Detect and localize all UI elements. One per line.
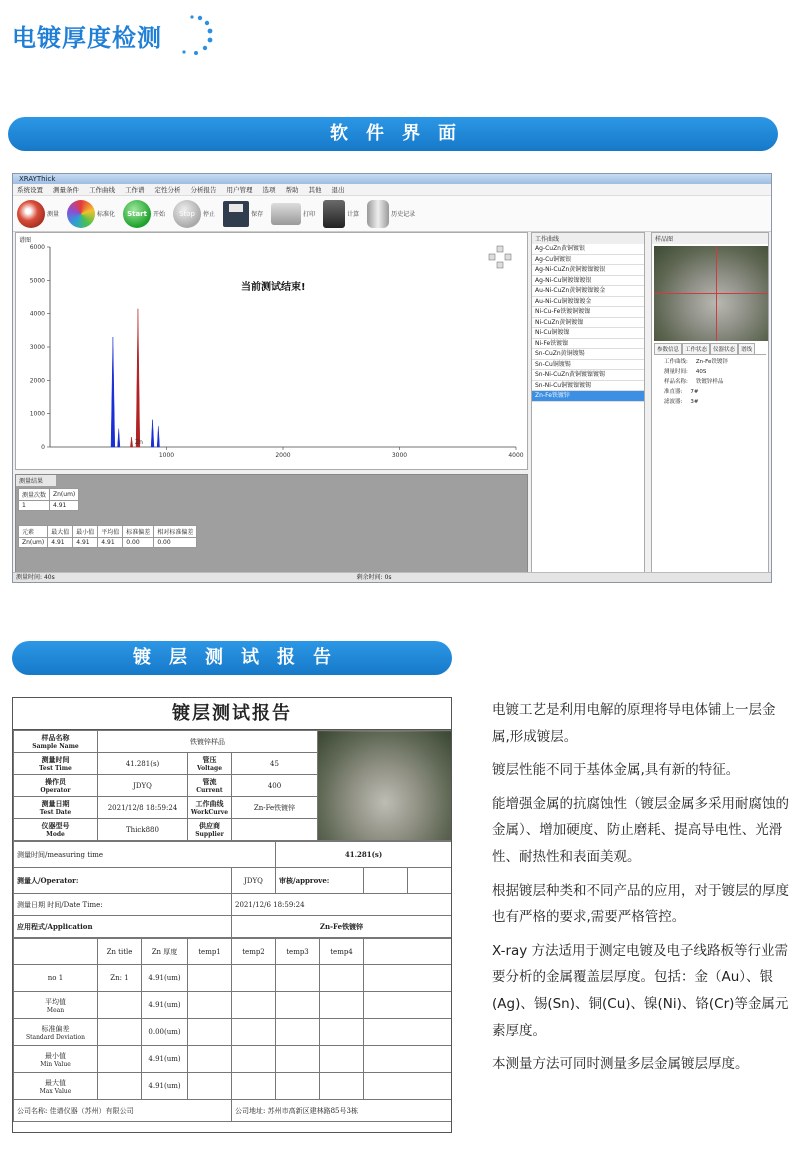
report-title: 镀层测试报告 xyxy=(13,698,451,730)
print-button[interactable]: 打印 xyxy=(271,203,315,225)
section-banner-software: 软 件 界 面 xyxy=(8,117,778,151)
table-cell: 0.00 xyxy=(154,538,197,548)
info-key: 滤波器: xyxy=(664,399,683,405)
date-row-label: 测量日期 时间/Date Time: xyxy=(14,894,232,916)
menu-item[interactable]: 帮助 xyxy=(285,186,299,194)
table-cell: Zn(um) xyxy=(19,538,48,548)
date-row-value: 2021/12/6 18:59:24 xyxy=(232,894,452,916)
standardize-icon xyxy=(67,200,95,228)
description-paragraph: 镀层性能不同于基体金属,具有新的特征。 xyxy=(492,762,740,779)
voltage-label: 管压 Voltage xyxy=(188,753,232,775)
row-label: 最大值 Max Value xyxy=(14,1073,98,1100)
curve-list xyxy=(532,244,644,402)
result-table-2 xyxy=(18,525,197,548)
menu-bar xyxy=(13,184,771,196)
sample-name-value: 铁镀锌样品 xyxy=(98,731,318,753)
approve-label: 审核/approve: xyxy=(276,868,364,894)
row-label: 平均值 Mean xyxy=(14,992,98,1019)
col-header: temp1 xyxy=(188,939,232,965)
col-header: Zn 厚度 xyxy=(142,939,188,965)
info-value: 铁镀锌样品 xyxy=(695,379,724,385)
status-bar xyxy=(13,572,771,582)
table-cell: 4.91 xyxy=(98,538,123,548)
result-table-1 xyxy=(18,488,79,511)
y-tick-label: 2000 xyxy=(29,377,45,385)
measuring-time-value: 41.281(s) xyxy=(276,842,452,868)
section-banner-report: 镀 层 测 试 报 告 xyxy=(12,641,452,675)
curve-list-item[interactable]: Ni-Cu铜镀镍 xyxy=(532,328,644,339)
curve-list-item[interactable]: Ag-Ni-Cu铜镀镍镀银 xyxy=(532,276,644,287)
info-key: 样品名称: xyxy=(664,379,688,385)
curve-list-item[interactable]: Ag-CuZn黄铜镀银 xyxy=(532,244,644,255)
spectrum-peak xyxy=(130,437,132,447)
description-paragraph: 能增强金属的抗腐蚀性（镀层金属多采用耐腐蚀的金属）、增加硬度、防止磨耗、提高导电性、光滑性、耐热性和表面美观。 xyxy=(492,795,789,865)
spectrum-panel xyxy=(15,232,528,470)
description-paragraph: 本测量方法可同时测量多层金属镀层厚度。 xyxy=(492,1056,749,1073)
curve-list-item[interactable]: Sn-Ni-CuZn黄铜镀镍镀锡 xyxy=(532,370,644,381)
workcurve-value: Zn-Fe铁镀锌 xyxy=(232,797,318,819)
measure-icon xyxy=(17,200,45,228)
table-row xyxy=(14,992,452,1019)
software-window xyxy=(12,173,772,583)
table-header: 测量次数 xyxy=(19,489,50,501)
report-header-table xyxy=(13,730,452,841)
y-tick-label: 6000 xyxy=(29,244,45,251)
table-cell: 1 xyxy=(19,501,50,511)
info-value: 3# xyxy=(690,399,699,405)
info-row xyxy=(652,387,768,397)
row-title xyxy=(98,1046,142,1073)
row-label: no 1 xyxy=(14,965,98,992)
table-cell: 4.91 xyxy=(50,501,79,511)
table-cell: 4.91 xyxy=(48,538,73,548)
loading-dots-icon xyxy=(170,12,216,58)
standardize-button[interactable]: 标准化 xyxy=(67,200,115,228)
curve-list-item[interactable]: Zn-Fe铁镀锌 xyxy=(532,391,644,402)
x-tick-label: 4000 xyxy=(508,452,524,459)
table-cell: 4.91 xyxy=(73,538,98,548)
curve-list-item[interactable]: Sn-Ni-Cu铜镀镍镀锡 xyxy=(532,381,644,392)
stop-icon: Stop xyxy=(173,200,201,228)
status-time-value: 40s xyxy=(43,574,55,581)
table-header: 标准偏差 xyxy=(123,526,154,538)
operator-label: 操作员 Operator xyxy=(14,775,98,797)
calculator-button[interactable]: 计算 xyxy=(323,200,359,228)
work-curve-panel xyxy=(531,232,645,577)
toolbar xyxy=(13,196,771,232)
window-title: XRAYThick xyxy=(13,174,771,184)
menu-item[interactable]: 退出 xyxy=(331,186,345,194)
result-panel xyxy=(15,474,528,574)
report-info-table xyxy=(13,841,452,938)
y-tick-label: 0 xyxy=(41,444,45,451)
menu-item[interactable]: 选项 xyxy=(262,186,276,194)
x-tick-label: 3000 xyxy=(391,452,408,459)
pan-arrow-icon xyxy=(489,254,495,260)
image-panel-title: 样品图 xyxy=(652,233,768,244)
table-header: 元素 xyxy=(19,526,48,538)
page-title: 电镀厚度检测 xyxy=(12,24,162,52)
table-header: 相对标准偏差 xyxy=(154,526,197,538)
tab-spectrum[interactable]: 谱线 xyxy=(738,343,755,354)
col-header: Zn title xyxy=(98,939,142,965)
curve-list-item[interactable]: Sn-Cu铜镀锡 xyxy=(532,360,644,371)
curve-list-item[interactable]: Ni-CuZn黄铜镀镍 xyxy=(532,318,644,329)
status-remain-value: 0s xyxy=(384,574,392,581)
supplier-label: 供应商 Supplier xyxy=(188,819,232,841)
row-title xyxy=(98,1019,142,1046)
info-row xyxy=(652,367,768,377)
spectrum-peak xyxy=(118,429,120,447)
col-header: temp4 xyxy=(320,939,364,965)
print-icon xyxy=(271,203,301,225)
curve-list-item[interactable]: Ni-Fe铁镀镍 xyxy=(532,339,644,350)
supplier-value xyxy=(232,819,318,841)
operator-row-label: 测量人/Operator: xyxy=(14,868,232,894)
menu-item[interactable]: 用户管理 xyxy=(226,186,253,194)
description-text xyxy=(492,697,792,1085)
company-address: 公司地址: 苏州市高新区建林路85号3栋 xyxy=(232,1100,452,1122)
test-time-value: 41.281(s) xyxy=(98,753,188,775)
table-row xyxy=(14,1046,452,1073)
pan-arrow-icon xyxy=(497,262,503,268)
spectrum-chart xyxy=(16,233,527,469)
row-title xyxy=(98,1073,142,1100)
test-date-value: 2021/12/8 18:59:24 xyxy=(98,797,188,819)
operator-row-value: JDYQ xyxy=(232,868,276,894)
spectrum-peak xyxy=(111,337,115,447)
report-result-table xyxy=(13,938,452,1122)
save-icon xyxy=(223,201,249,227)
menu-item[interactable]: 其他 xyxy=(308,186,322,194)
row-title: Zn: 1 xyxy=(98,965,142,992)
info-row xyxy=(652,357,768,367)
peak-annotation: Zn xyxy=(135,439,143,446)
workcurve-label: 工作曲线 WorkCurve xyxy=(188,797,232,819)
info-value: 7# xyxy=(690,389,699,395)
table-header: Zn(um) xyxy=(50,489,79,501)
application-label: 应用程式/Application xyxy=(14,916,232,938)
menu-item[interactable]: 工作谱 xyxy=(125,186,145,194)
pan-arrow-icon xyxy=(505,254,511,260)
test-report xyxy=(12,697,452,1133)
result-label: 测量结果 xyxy=(16,475,56,486)
measuring-time-label: 测量时间/measuring time xyxy=(14,842,276,868)
sample-camera-image xyxy=(654,246,768,341)
spectrum-peak xyxy=(136,309,140,447)
y-tick-label: 5000 xyxy=(29,277,45,285)
row-value: 4.91(um) xyxy=(142,992,188,1019)
info-value: 40S xyxy=(695,369,707,375)
table-row xyxy=(14,965,452,992)
row-value: 0.00(um) xyxy=(142,1019,188,1046)
row-title xyxy=(98,992,142,1019)
curve-panel-title: 工作曲线 xyxy=(532,233,644,244)
start-button[interactable]: Start 开始 xyxy=(123,200,165,228)
spectrum-peak xyxy=(157,426,159,447)
current-value: 400 xyxy=(232,775,318,797)
table-row xyxy=(14,1073,452,1100)
status-time-label: 测量时间: xyxy=(16,574,43,581)
info-row xyxy=(652,397,768,407)
info-list xyxy=(652,357,768,407)
start-icon: Start xyxy=(123,200,151,228)
menu-item[interactable]: 测量条件 xyxy=(53,186,79,194)
col-header: temp2 xyxy=(232,939,276,965)
curve-list-item[interactable]: Ag-Ni-CuZn黄铜镀镍镀银 xyxy=(532,265,644,276)
table-header: 最小值 xyxy=(73,526,98,538)
menu-item[interactable]: 系统设置 xyxy=(17,186,43,194)
test-time-label: 测量时间 Test Time xyxy=(14,753,98,775)
table-header: 平均值 xyxy=(98,526,123,538)
database-icon xyxy=(367,200,389,228)
x-tick-label: 1000 xyxy=(158,452,175,459)
tab-instrument[interactable]: 仪器状态 xyxy=(710,343,738,354)
row-label: 最小值 Min Value xyxy=(14,1046,98,1073)
description-paragraph: X-ray 方法适用于测定电镀及电子线路板等行业需要分析的金属覆盖层厚度。包括：金（Au）、银(Ag)、锡(Sn)、铜(Cu)、镍(Ni)、铬(Cr)等金属元素厚度。 xyxy=(492,942,789,1039)
mode-value: Thick880 xyxy=(98,819,188,841)
pan-arrow-icon xyxy=(497,246,503,252)
application-value: Zn-Fe铁镀锌 xyxy=(232,916,452,938)
menu-item[interactable]: 定性分析 xyxy=(154,186,181,194)
voltage-value: 45 xyxy=(232,753,318,775)
sample-name-label: 样品名称 Sample Name xyxy=(14,731,98,753)
measure-button[interactable]: 测量 xyxy=(17,200,59,228)
info-key: 工作曲线: xyxy=(664,359,688,365)
info-tabs xyxy=(654,343,766,355)
info-key: 测量时间: xyxy=(664,369,688,375)
history-button[interactable]: 历史记录 xyxy=(367,200,415,228)
curve-list-item[interactable]: Au-Ni-Cu铜镀镍镀金 xyxy=(532,297,644,308)
calculator-icon xyxy=(323,200,345,228)
x-tick-label: 2000 xyxy=(275,452,291,459)
info-value: Zn-Fe铁镀锌 xyxy=(695,359,728,365)
menu-item[interactable]: 工作曲线 xyxy=(89,186,115,194)
spectrum-peak xyxy=(151,420,154,447)
table-row xyxy=(14,1019,452,1046)
save-button[interactable]: 保存 xyxy=(223,201,263,227)
row-value: 4.91(um) xyxy=(142,965,188,992)
status-remain-label: 剩余时间: xyxy=(356,574,383,581)
curve-list-item[interactable]: Sn-CuZn黄铜镀锡 xyxy=(532,349,644,360)
sample-image-panel xyxy=(651,232,769,577)
mode-label: 仪器型号 Mode xyxy=(14,819,98,841)
test-date-label: 测量日期 Test Date xyxy=(14,797,98,819)
curve-list-item[interactable]: Au-Ni-CuZn黄铜镀镍镀金 xyxy=(532,286,644,297)
curve-list-item[interactable]: Ag-Cu铜镀银 xyxy=(532,255,644,266)
y-tick-label: 3000 xyxy=(29,344,45,351)
table-cell: 0.00 xyxy=(123,538,154,548)
tab-params[interactable]: 参数信息 xyxy=(654,343,682,354)
info-row xyxy=(652,377,768,387)
description-paragraph: 电镀工艺是利用电解的原理将导电体铺上一层金属,形成镀层。 xyxy=(492,702,776,745)
test-done-message: 当前测试结束! xyxy=(241,282,306,293)
tab-status[interactable]: 工作状态 xyxy=(682,343,710,354)
col-header: temp3 xyxy=(276,939,320,965)
menu-item[interactable]: 分析报告 xyxy=(190,186,217,194)
row-value: 4.91(um) xyxy=(142,1046,188,1073)
report-sample-image xyxy=(318,731,452,841)
row-label: 标准偏差 Standard Deviation xyxy=(14,1019,98,1046)
y-tick-label: 1000 xyxy=(29,410,45,418)
y-tick-label: 4000 xyxy=(29,310,45,318)
row-value: 4.91(um) xyxy=(142,1073,188,1100)
spectrum-label: 谱图 xyxy=(19,237,32,244)
operator-value: JDYQ xyxy=(98,775,188,797)
description-paragraph: 根据镀层种类和不同产品的应用，对于镀层的厚度也有严格的要求,需要严格管控。 xyxy=(492,882,789,926)
stop-button[interactable]: Stop 停止 xyxy=(173,200,215,228)
info-key: 准直器: xyxy=(664,389,683,395)
company-name: 公司名称: 佳谱仪器（苏州）有限公司 xyxy=(14,1100,232,1122)
current-label: 管流 Current xyxy=(188,775,232,797)
curve-list-item[interactable]: Ni-Cu-Fe铁镀铜镀镍 xyxy=(532,307,644,318)
table-header: 最大值 xyxy=(48,526,73,538)
